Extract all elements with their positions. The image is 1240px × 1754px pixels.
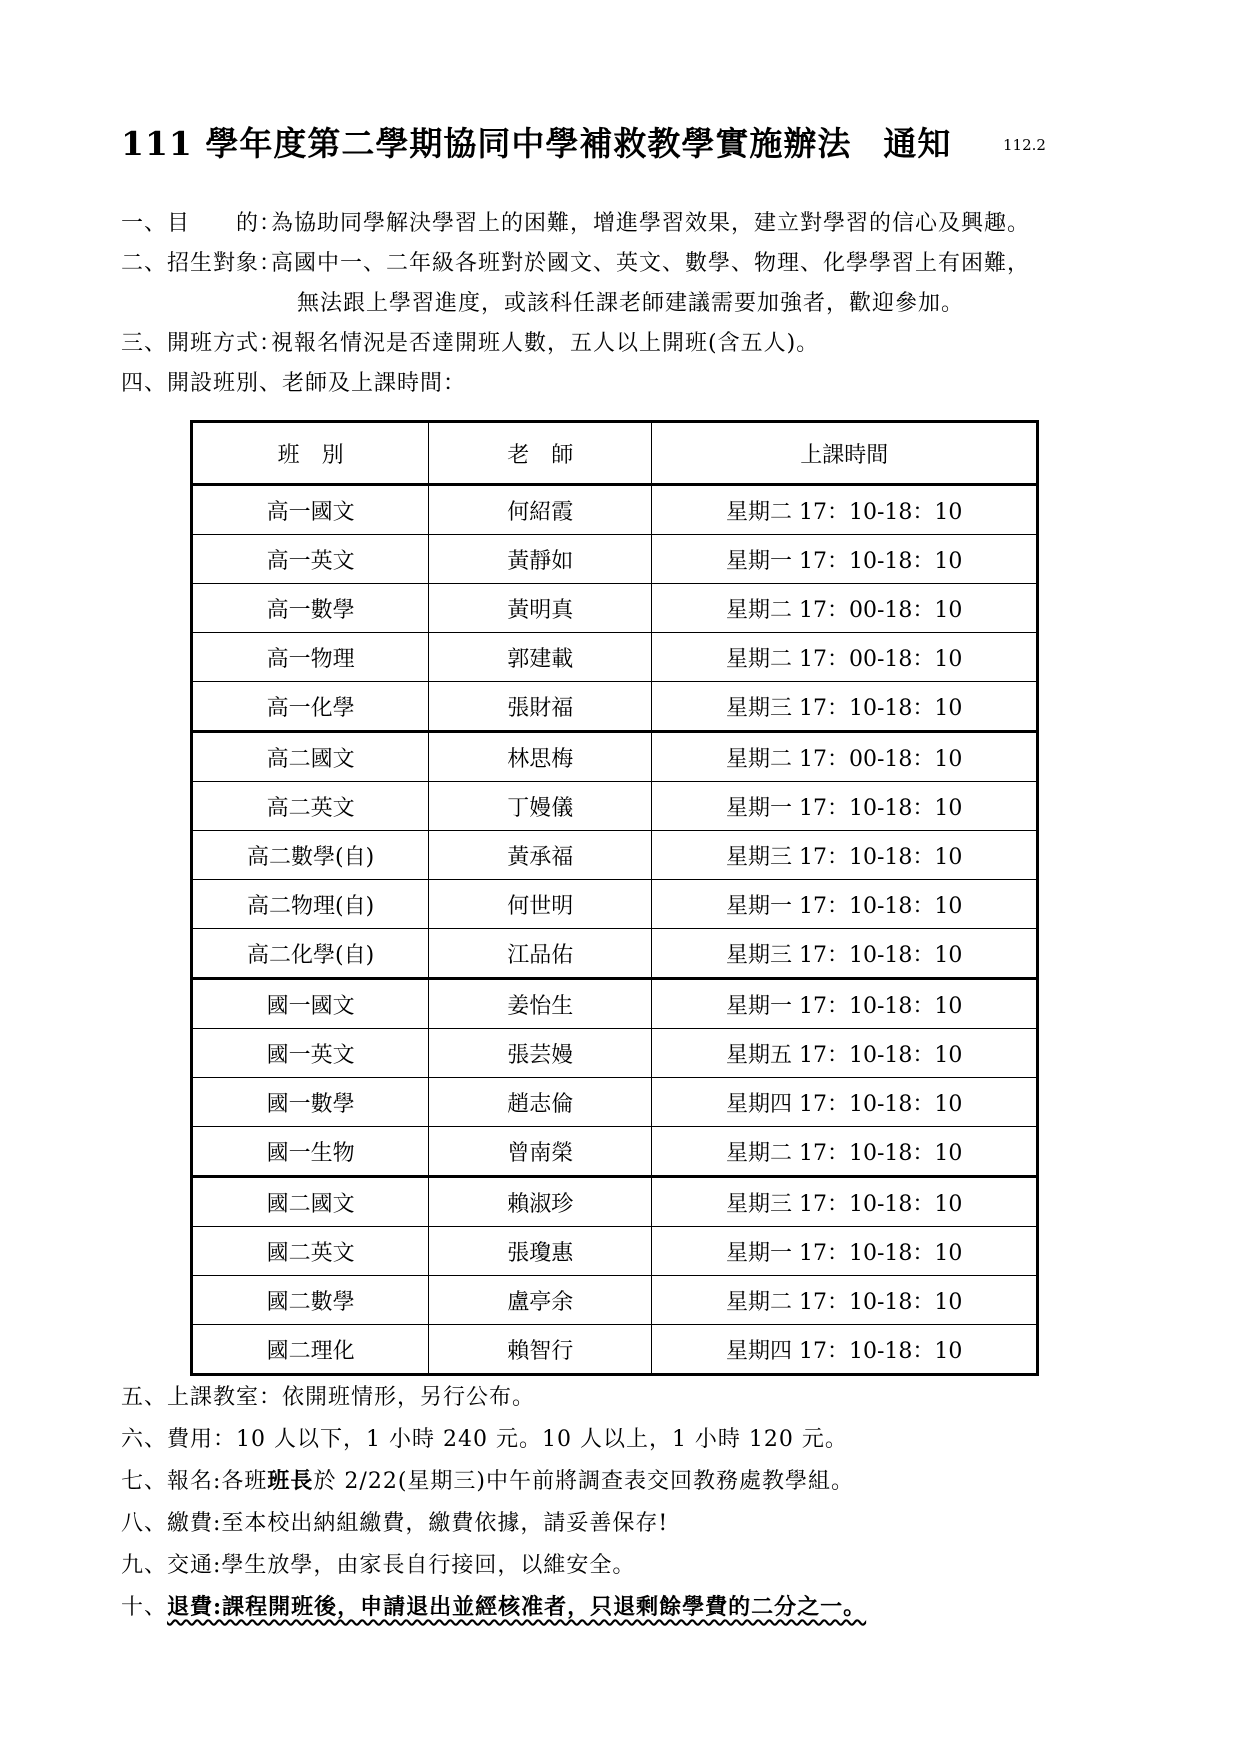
cell-teacher: 林思梅 [429,732,652,782]
cell-teacher: 盧亭余 [429,1276,652,1325]
cell-time: 星期一 17：10-18：10 [652,979,1038,1029]
cell-time: 星期四 17：10-18：10 [652,1078,1038,1127]
header-teacher: 老 師 [429,422,652,485]
section-transport: 九、交通:學生放學，由家長自行接回，以維安全。 [121,1553,636,1578]
table-row [192,880,1038,929]
cell-class: 高一化學 [192,682,429,732]
title-main: 111 學年度第二學期協同中學補救教學實施辦法 [121,124,852,163]
section-refund [121,1590,866,1621]
cell-class: 高二化學(自) [192,929,429,979]
table-row [192,1177,1038,1227]
section-registration-bold: 班長 [267,1468,314,1494]
cell-class: 高一國文 [192,485,429,535]
cell-class: 國一國文 [192,979,429,1029]
table-row [192,732,1038,782]
cell-teacher: 黃明真 [429,584,652,633]
schedule-table [190,420,1039,1376]
cell-time: 星期一 17：10-18：10 [652,535,1038,584]
cell-class: 國二國文 [192,1177,429,1227]
cell-time: 星期五 17：10-18：10 [652,1029,1038,1078]
section-classroom: 五、上課教室：依開班情形，另行公布。 [121,1385,536,1410]
cell-class: 高一數學 [192,584,429,633]
cell-teacher: 郭建載 [429,633,652,682]
cell-time: 星期二 17：10-18：10 [652,1127,1038,1177]
table-row [192,979,1038,1029]
cell-time: 星期二 17：10-18：10 [652,485,1038,535]
cell-teacher: 黃承福 [429,831,652,880]
table-row [192,929,1038,979]
header-time: 上課時間 [652,422,1038,485]
table-row [192,584,1038,633]
cell-time: 星期二 17：10-18：10 [652,1276,1038,1325]
cell-time: 星期三 17：10-18：10 [652,1177,1038,1227]
cell-teacher: 黃靜如 [429,535,652,584]
cell-time: 星期四 17：10-18：10 [652,1325,1038,1375]
cell-class: 高二國文 [192,732,429,782]
section-payment: 八、繳費:至本校出納組繳費，繳費依據，請妥善保存! [121,1511,669,1536]
table-row [192,1127,1038,1177]
cell-time: 星期一 17：10-18：10 [652,1227,1038,1276]
section-refund-emphasis: 退費:課程開班後，申請退出並經核准者，只退剩餘學費的二分之一。 [167,1594,867,1620]
cell-teacher: 張財福 [429,682,652,732]
cell-teacher: 何世明 [429,880,652,929]
cell-teacher: 趙志倫 [429,1078,652,1127]
cell-teacher: 丁嫚儀 [429,782,652,831]
section-purpose-label: 一、目 的： [121,211,283,236]
section-fees: 六、費用：10 人以下，1 小時 240 元。10 人以上，1 小時 120 元。 [121,1427,848,1452]
cell-class: 國二數學 [192,1276,429,1325]
cell-class: 國一數學 [192,1078,429,1127]
cell-teacher: 張芸嫚 [429,1029,652,1078]
cell-class: 高一英文 [192,535,429,584]
cell-time: 星期三 17：10-18：10 [652,682,1038,732]
section-eligibility-label: 二、招生對象： [121,251,283,276]
cell-teacher: 江品佑 [429,929,652,979]
cell-time: 星期三 17：10-18：10 [652,929,1038,979]
section-purpose [121,206,1030,237]
section-schedule-heading: 四、開設班別、老師及上課時間： [121,371,467,396]
cell-time: 星期二 17：00-18：10 [652,633,1038,682]
table-row [192,1276,1038,1325]
section-refund-prefix: 十、 [121,1595,168,1620]
section-registration [121,1464,854,1495]
cell-time: 星期三 17：10-18：10 [652,831,1038,880]
cell-teacher: 何紹霞 [429,485,652,535]
section-registration-suffix: 於 2/22(星期三)中午前將調查表交回教務處教學組。 [313,1469,855,1494]
section-eligibility-text: 高國中一、二年級各班對於國文、英文、數學、物理、化學學習上有困難， [271,251,1031,276]
header-class: 班 別 [192,422,429,485]
table-row [192,1227,1038,1276]
section-class-opening [121,326,819,357]
cell-class: 國一生物 [192,1127,429,1177]
title-suffix: 通知 [883,124,952,163]
cell-class: 國二英文 [192,1227,429,1276]
document-date: 112.2 [1003,136,1046,154]
table-row [192,782,1038,831]
cell-time: 星期一 17：10-18：10 [652,782,1038,831]
cell-class: 國二理化 [192,1325,429,1375]
section-class-opening-text: 視報名情況是否達開班人數，五人以上開班(含五人)。 [271,331,820,356]
cell-teacher: 賴智行 [429,1325,652,1375]
cell-class: 高二數學(自) [192,831,429,880]
section-purpose-text: 為協助同學解決學習上的困難，增進學習效果，建立對學習的信心及興趣。 [271,211,1031,236]
page-title [121,118,951,165]
cell-teacher: 賴淑珍 [429,1177,652,1227]
table-row [192,682,1038,732]
section-eligibility [121,246,1030,277]
cell-class: 高一物理 [192,633,429,682]
section-class-opening-label: 三、開班方式： [121,331,283,356]
table-row [192,485,1038,535]
table-row [192,831,1038,880]
section-eligibility-text-continued: 無法跟上學習進度，或該科任課老師建議需要加強者，歡迎參加。 [297,291,965,316]
cell-teacher: 姜怡生 [429,979,652,1029]
table-row [192,1325,1038,1375]
cell-class: 國一英文 [192,1029,429,1078]
cell-class: 高二物理(自) [192,880,429,929]
table-row [192,1029,1038,1078]
cell-teacher: 張瓊惠 [429,1227,652,1276]
cell-time: 星期二 17：00-18：10 [652,584,1038,633]
table-row [192,1078,1038,1127]
cell-time: 星期一 17：10-18：10 [652,880,1038,929]
cell-class: 高二英文 [192,782,429,831]
cell-time: 星期二 17：00-18：10 [652,732,1038,782]
cell-teacher: 曾南榮 [429,1127,652,1177]
table-row [192,535,1038,584]
table-header-row [192,422,1038,485]
section-registration-prefix: 七、報名:各班 [121,1469,268,1494]
table-row [192,633,1038,682]
